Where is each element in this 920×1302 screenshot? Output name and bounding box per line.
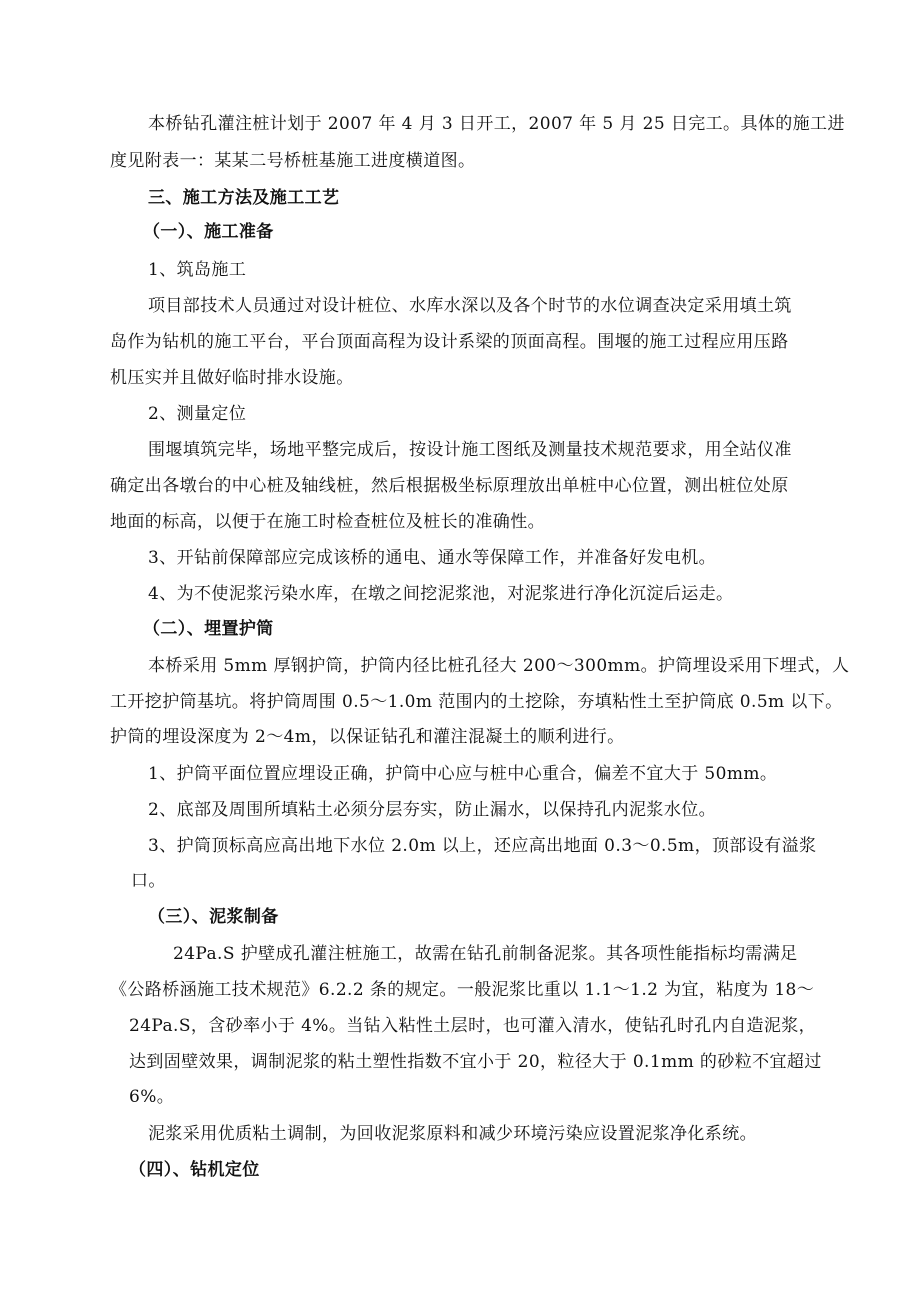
paragraph-line: 地面的标高，以便于在施工时检查桩位及桩长的准确性。 [110,512,545,532]
list-item: 3、开钻前保障部应完成该桥的通电、通水等保障工作，并准备好发电机。 [148,548,717,568]
list-item: 3、护筒顶标高应高出地下水位 2.0m 以上，还应高出地面 0.3～0.5m，顶部设有溢浆 [148,836,817,856]
paragraph-line: 机压实并且做好临时排水设施。 [110,368,354,388]
paragraph-line: 口。 [131,871,166,891]
paragraph-line: 本桥采用 5mm 厚钢护筒，护筒内径比桩孔径大 200～300mm。护筒埋设采用下埋式，人 [148,656,850,676]
subsection-heading: （一）、施工准备 [143,222,274,242]
subsection-heading: （二）、埋置护筒 [143,619,274,639]
subsection-heading: （四）、钻机定位 [129,1160,260,1180]
list-item: 1、护筒平面位置应埋设正确，护筒中心应与桩中心重合，偏差不宜大于 50mm。 [148,764,778,784]
paragraph-line: 项目部技术人员通过对设计桩位、水库水深以及各个时节的水位调查决定采用填土筑 [148,296,792,316]
paragraph-line: 《公路桥涵施工技术规范》6.2.2 条的规定。一般泥浆比重以 1.1～1.2 为宜，粘度为 18～ [110,980,815,1000]
subsection-heading: （三）、泥浆制备 [148,907,279,927]
paragraph-line: 岛作为钻机的施工平台，平台顶面高程为设计系梁的顶面高程。围堰的施工过程应用压路 [110,332,789,352]
paragraph-line: 泥浆采用优质粘土调制，为回收泥浆原料和减少环境污染应设置泥浆净化系统。 [148,1124,757,1144]
paragraph-line: 确定出各墩台的中心桩及轴线桩，然后根据极坐标原理放出单桩中心位置，测出桩位处原 [110,476,789,496]
paragraph-line: 24Pa.S，含砂率小于 4%。当钻入粘性土层时，也可灌入清水，使钻孔时孔内自造泥浆， [129,1016,817,1036]
paragraph-line: 6%。 [129,1087,175,1107]
section-heading: 三、施工方法及施工工艺 [148,188,340,208]
list-item: 4、为不使泥浆污染水库，在墩之间挖泥浆池，对泥浆进行净化沉淀后运走。 [148,584,734,604]
paragraph-line: 工开挖护筒基坑。将护筒周围 0.5～1.0m 范围内的土挖除，夯填粘性土至护筒底 0.5m 以下。 [110,692,843,712]
paragraph-line: 达到固壁效果，调制泥浆的粘土塑性指数不宜小于 20，粒径大于 0.1mm 的砂粒不宜超过 [129,1052,822,1072]
item-heading: 2、测量定位 [148,404,247,424]
paragraph-line: 护筒的埋设深度为 2～4m，以保证钻孔和灌注混凝土的顺利进行。 [110,727,625,747]
list-item: 2、底部及周围所填粘土必须分层夯实，防止漏水，以保持孔内泥浆水位。 [148,800,717,820]
paragraph-line: 本桥钻孔灌注桩计划于 2007 年 4 月 3 日开工，2007 年 5 月 25 日完工。具体的施工进 [148,114,845,134]
paragraph-line: 24Pa.S 护壁成孔灌注桩施工，故需在钻孔前制备泥浆。其各项性能指标均需满足 [173,944,798,964]
paragraph-line: 围堰填筑完毕，场地平整完成后，按设计施工图纸及测量技术规范要求，用全站仪准 [148,440,792,460]
paragraph-line: 度见附表一：某某二号桥桩基施工进度横道图。 [110,151,476,171]
item-heading: 1、筑岛施工 [148,260,247,280]
